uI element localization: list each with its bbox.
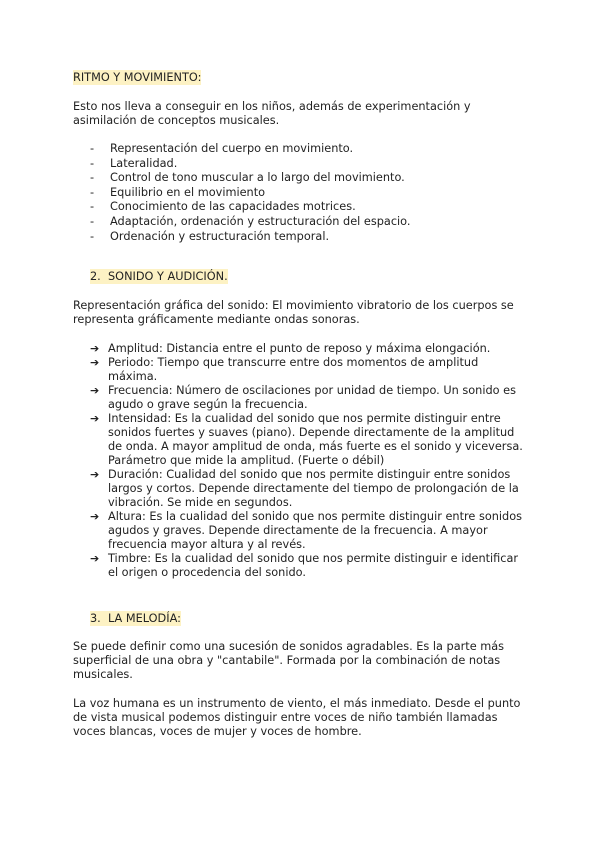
list-item: - Equilibrio en el movimiento	[90, 185, 266, 199]
arrow-icon: ➔	[90, 552, 100, 565]
list-item: - Ordenación y estructuración temporal.	[90, 229, 330, 243]
section-heading-melodia: 3. LA MELODÍA:	[90, 612, 181, 625]
list-item: - Lateralidad.	[90, 156, 178, 170]
list-item: ➔ Intensidad: Es la cualidad del sonido que nos permite distinguir entre sonidos fuertes y suaves (piano). Depende directamente de la amplitud de onda. A mayor amplitud de onda, más fuerte es el sonido y viceversa. Parámetro que mide la amplitud. (Fuerte o débil)	[90, 412, 523, 467]
arrow-icon: ➔	[90, 342, 100, 355]
list-item: - Control de tono muscular a lo largo del movimiento.	[90, 171, 405, 185]
arrow-icon: ➔	[90, 468, 100, 481]
dash-list	[90, 142, 410, 244]
section-intro-sonido: Representación gráfica del sonido: El movimiento vibratorio de los cuerpos se representa gráficamente mediante ondas sonoras.	[73, 299, 514, 326]
section-intro-ritmo: Esto nos lleva a conseguir en los niños, además de experimentación y asimilación de conceptos musicales.	[73, 100, 471, 127]
list-item: - Adaptación, ordenación y estructuración del espacio.	[90, 214, 411, 228]
arrow-icon: ➔	[90, 384, 100, 397]
arrow-icon: ➔	[90, 510, 100, 523]
list-item: ➔ Amplitud: Distancia entre el punto de reposo y máxima elongación.	[90, 342, 491, 355]
melodia-paragraph-1: Se puede definir como una sucesión de sonidos agradables. Es la parte más superficial de una obra y "cantabile". Formada por la combinación de notas musicales.	[73, 640, 505, 681]
list-item: ➔ Timbre: Es la cualidad del sonido que nos permite distinguir e identificar el origen o procedencia del sonido.	[90, 552, 519, 579]
section-heading-ritmo: RITMO Y MOVIMIENTO:	[73, 71, 202, 84]
melodia-paragraph-2: La voz humana es un instrumento de viento, el más inmediato. Desde el punto de vista musical podemos distinguir entre voces de niño también llamadas voces blancas, voces de mujer y voces de hombre.	[73, 697, 521, 738]
list-item: - Representación del cuerpo en movimiento.	[90, 142, 354, 155]
list-item: ➔ Periodo: Tiempo que transcurre entre dos momentos de amplitud máxima.	[90, 356, 479, 383]
list-item: ➔ Duración: Cualidad del sonido que nos permite distinguir entre sonidos largos y cortos. Depende directamente del tiempo de prolongación de la vibración. Se mide en segundos.	[90, 468, 519, 509]
arrow-icon: ➔	[90, 412, 100, 425]
list-item: ➔ Frecuencia: Número de oscilaciones por unidad de tiempo. Un sonido es agudo o grave según la frecuencia.	[90, 384, 516, 411]
section-heading-sonido: 2. SONIDO Y AUDICIÓN.	[90, 270, 228, 283]
arrow-list	[90, 342, 530, 580]
list-item: - Conocimiento de las capacidades motrices.	[90, 200, 356, 214]
arrow-icon: ➔	[90, 356, 100, 369]
list-item: ➔ Altura: Es la cualidad del sonido que nos permite distinguir entre sonidos agudos y graves. Depende directamente de la frecuencia. A mayor frecuencia mayor altura y al revés.	[90, 510, 523, 551]
